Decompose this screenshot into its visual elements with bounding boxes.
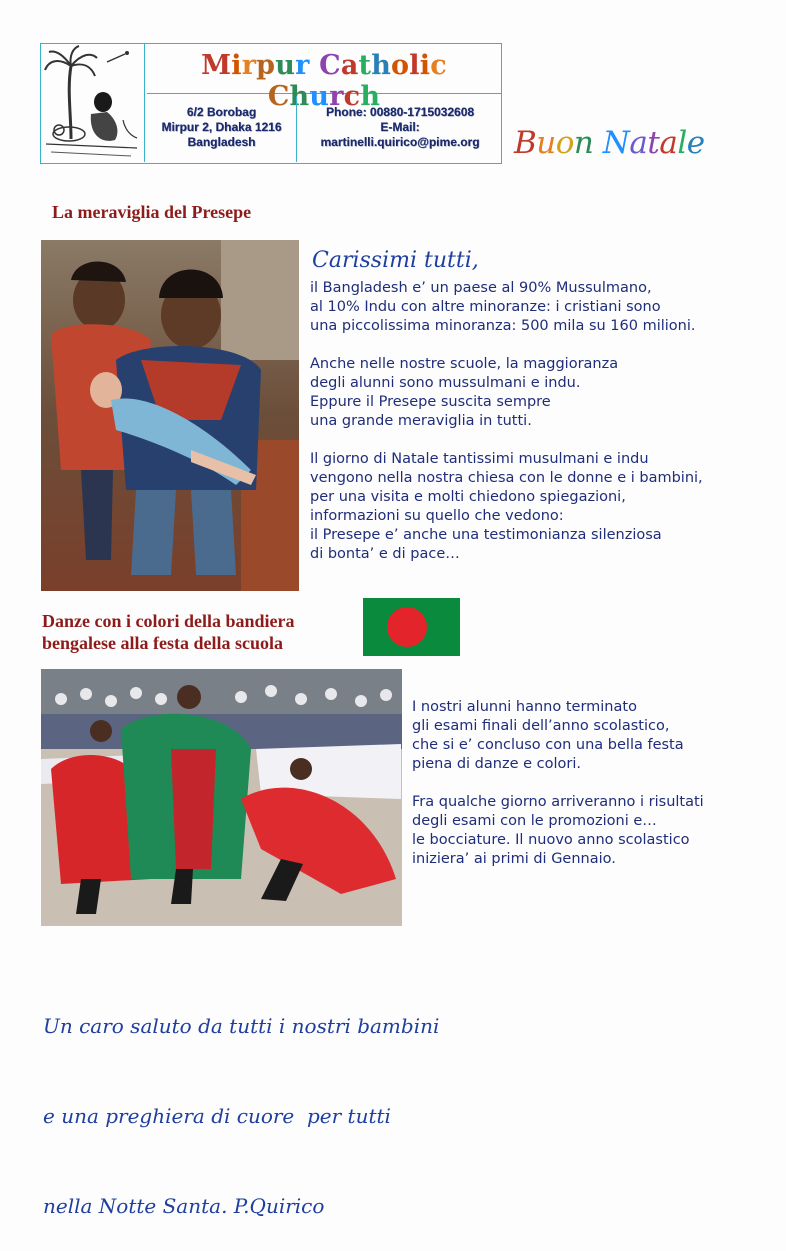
nativity-logo <box>41 44 145 162</box>
text-line: piena di danze e colori. <box>412 756 581 772</box>
closing-line: nella Notte Santa. P.Quirico <box>43 1194 325 1218</box>
address-block <box>147 96 297 162</box>
section2-text <box>412 698 752 869</box>
address-line: Bangladesh <box>187 135 256 149</box>
email-label: E-Mail: <box>380 120 420 134</box>
text-line: che si e’ concluso con una bella festa <box>412 737 684 753</box>
photo-boys-with-jesus-statue <box>41 240 299 591</box>
text-line: per una visita e molti chiedono spiegazioni, <box>310 489 626 505</box>
text-line: il Presepe e’ anche una testimonianza silenziosa <box>310 527 662 543</box>
text-line: di bonta’ e di pace… <box>310 546 460 562</box>
text-line: le bocciature. Il nuovo anno scolastico <box>412 832 690 848</box>
section-title-presepe: La meraviglia del Presepe <box>52 202 252 222</box>
text-line: una grande meraviglia in tutti. <box>310 413 532 429</box>
text-line: al 10% Indu con altre minoranze: i cristiani sono <box>310 299 661 315</box>
photo-dancers <box>41 669 402 926</box>
title-line: bengalese alla festa della scuola <box>42 633 283 653</box>
phone-number: Phone: 00880-1715032608 <box>325 105 475 119</box>
section-title-danze <box>42 610 294 654</box>
text-line: degli alunni sono mussulmani e indu. <box>310 375 581 391</box>
text-line: Anche nelle nostre scuole, la maggioranza <box>310 356 619 372</box>
text-line: una piccolissima minoranza: 500 mila su 160 milioni. <box>310 318 696 334</box>
section1-text <box>310 279 750 564</box>
contact-block <box>299 96 501 162</box>
bangladesh-flag-icon <box>363 598 460 656</box>
greeting-title: Buon Natale <box>514 125 705 161</box>
text-line: degli esami con le promozioni e… <box>412 813 657 829</box>
salutation: Carissimi tutti, <box>312 248 479 273</box>
address-line: Mirpur 2, Dhaka 1216 <box>161 120 282 134</box>
text-line: il Bangladesh e’ un paese al 90% Mussulmano, <box>310 280 652 296</box>
title-line: Danze con i colori della bandiera <box>42 611 295 631</box>
text-line: vengono nella nostra chiesa con le donne e i bambini, <box>310 470 703 486</box>
text-line: Fra qualche giorno arriveranno i risultati <box>412 794 704 810</box>
text-line: Eppure il Presepe suscita sempre <box>310 394 551 410</box>
church-name: Mirpur Catholic Church <box>201 50 447 112</box>
closing-line: Un caro saluto da tutti i nostri bambini <box>43 1014 440 1038</box>
closing-line: e una preghiera di cuore per tutti <box>43 1104 391 1128</box>
text-line: informazioni su quello che vedono: <box>310 508 564 524</box>
text-line: Il giorno di Natale tantissimi musulmani e indu <box>310 451 649 467</box>
text-line: iniziera’ ai primi di Gennaio. <box>412 851 616 867</box>
nativity-sketch-icon <box>41 44 143 162</box>
text-line: gli esami finali dell’anno scolastico, <box>412 718 670 734</box>
text-line: I nostri alunni hanno terminato <box>412 699 637 715</box>
address-line: 6/2 Borobag <box>186 105 257 119</box>
closing-message <box>43 951 439 1251</box>
email-address: martinelli.quirico@pime.org <box>320 135 480 149</box>
letterhead <box>40 43 502 164</box>
